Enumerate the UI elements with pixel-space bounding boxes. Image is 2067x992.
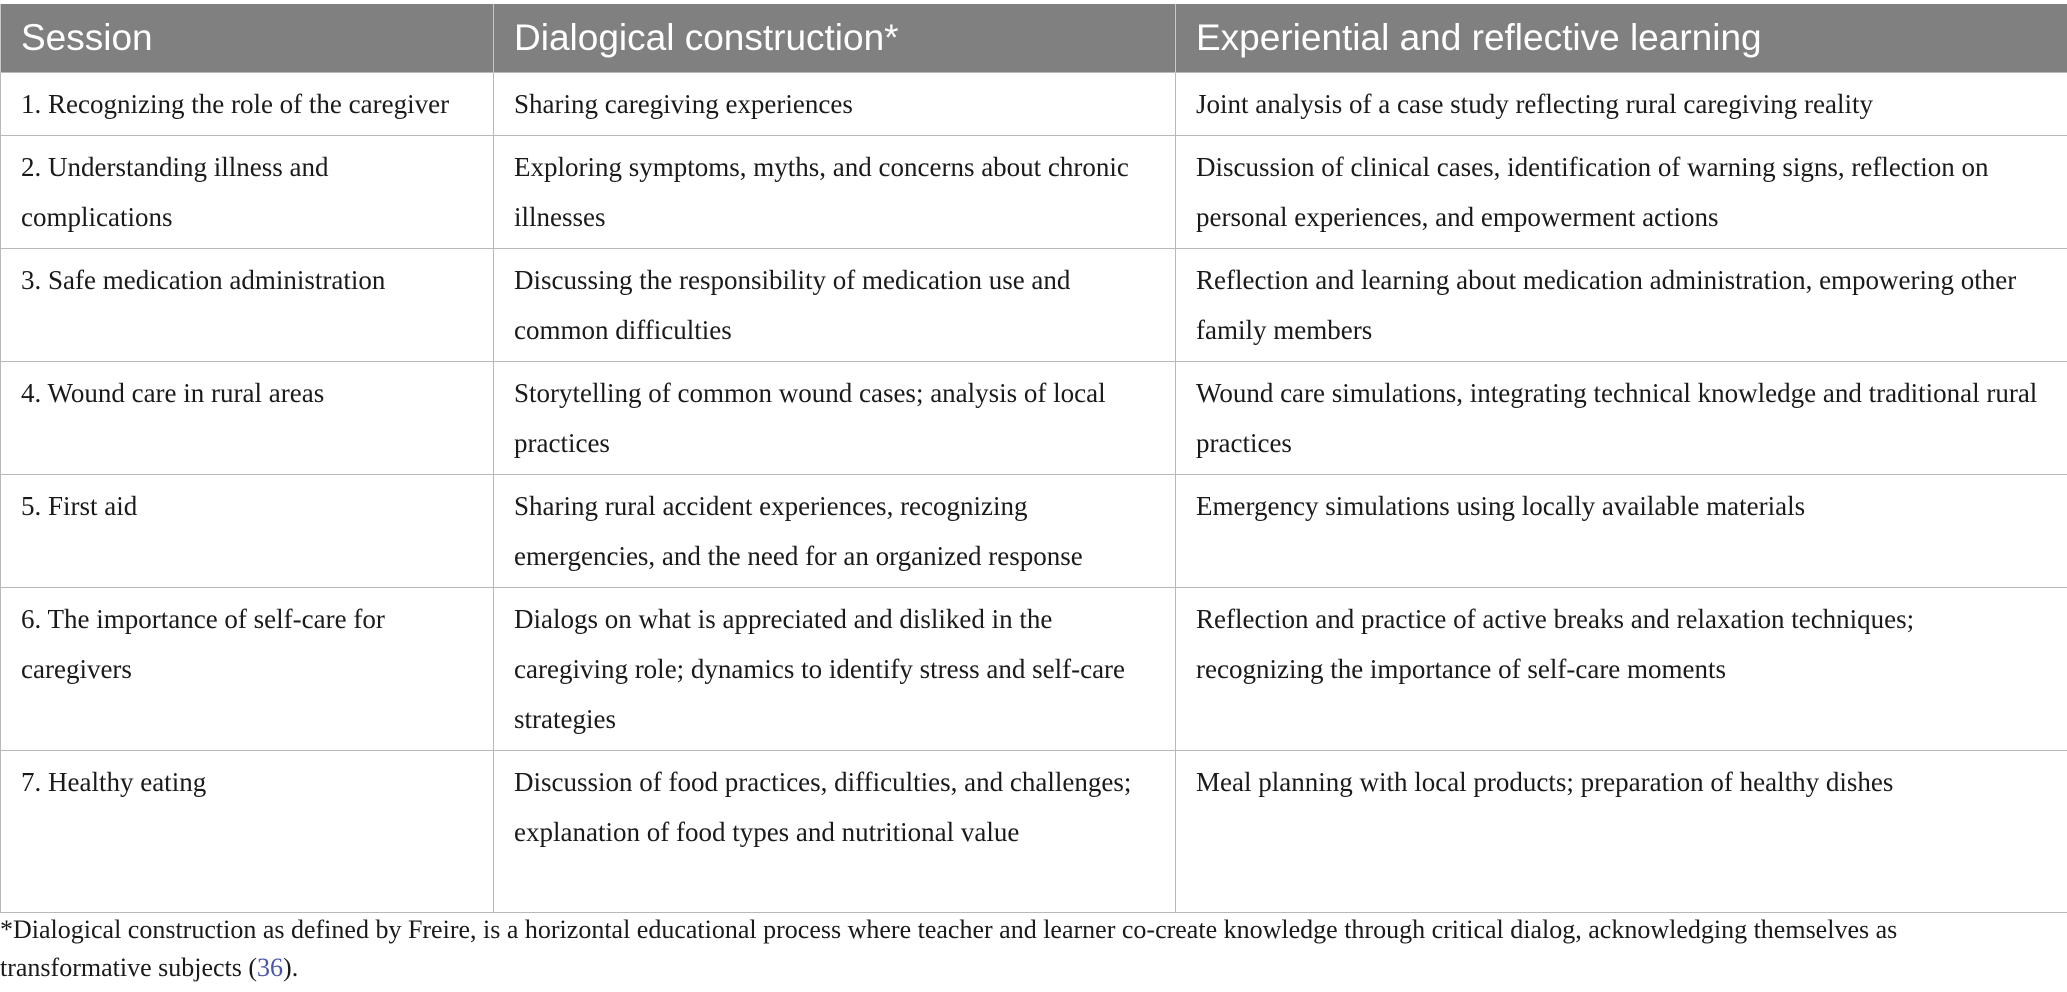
table-row xyxy=(1,475,2067,588)
dialogical-cell: Discussing the responsibility of medication use and common difficulties xyxy=(494,249,1176,362)
citation-link-36[interactable]: 36 xyxy=(257,953,284,982)
session-cell: 4. Wound care in rural areas xyxy=(1,362,494,475)
session-cell: 6. The importance of self-care for caregivers xyxy=(1,588,494,751)
table-header-row xyxy=(1,4,2067,73)
session-cell: 3. Safe medication administration xyxy=(1,249,494,362)
table-row xyxy=(1,588,2067,751)
session-cell: 1. Recognizing the role of the caregiver xyxy=(1,73,494,136)
session-cell: 5. First aid xyxy=(1,475,494,588)
experiential-cell: Reflection and learning about medication administration, empowering other family members xyxy=(1176,249,2067,362)
table-footnote xyxy=(0,911,2040,987)
table-row xyxy=(1,249,2067,362)
dialogical-cell: Exploring symptoms, myths, and concerns about chronic illnesses xyxy=(494,136,1176,249)
session-cell: 2. Understanding illness and complications xyxy=(1,136,494,249)
experiential-cell: Reflection and practice of active breaks and relaxation techniques; recognizing the importance of self-care moments xyxy=(1176,588,2067,751)
table-row xyxy=(1,73,2067,136)
dialogical-cell: Dialogs on what is appreciated and disliked in the caregiving role; dynamics to identify stress and self-care strategies xyxy=(494,588,1176,751)
sessions-table xyxy=(0,4,2067,913)
experiential-cell: Meal planning with local products; preparation of healthy dishes xyxy=(1176,751,2067,913)
dialogical-cell: Storytelling of common wound cases; analysis of local practices xyxy=(494,362,1176,475)
experiential-cell: Emergency simulations using locally available materials xyxy=(1176,475,2067,588)
session-cell: 7. Healthy eating xyxy=(1,751,494,913)
column-header-session: Session xyxy=(1,4,494,73)
experiential-cell: Joint analysis of a case study reflecting rural caregiving reality xyxy=(1176,73,2067,136)
column-header-dialogical-construction: Dialogical construction* xyxy=(494,4,1176,73)
dialogical-cell: Sharing caregiving experiences xyxy=(494,73,1176,136)
dialogical-cell: Sharing rural accident experiences, recognizing emergencies, and the need for an organized response xyxy=(494,475,1176,588)
column-header-experiential-learning: Experiential and reflective learning xyxy=(1176,4,2067,73)
footnote-suffix: ). xyxy=(283,953,299,982)
sessions-table-container xyxy=(0,4,2067,913)
table-row xyxy=(1,136,2067,249)
footnote-text: *Dialogical construction as defined by Freire, is a horizontal educational process where teacher and learner co-create knowledge through critical dialog, acknowledging themselves as transformative subjects ( xyxy=(0,915,1898,982)
experiential-cell: Wound care simulations, integrating technical knowledge and traditional rural practices xyxy=(1176,362,2067,475)
table-row xyxy=(1,751,2067,913)
experiential-cell: Discussion of clinical cases, identification of warning signs, reflection on personal experiences, and empowerment actions xyxy=(1176,136,2067,249)
table-row xyxy=(1,362,2067,475)
dialogical-cell: Discussion of food practices, difficulties, and challenges; explanation of food types and nutritional value xyxy=(494,751,1176,913)
